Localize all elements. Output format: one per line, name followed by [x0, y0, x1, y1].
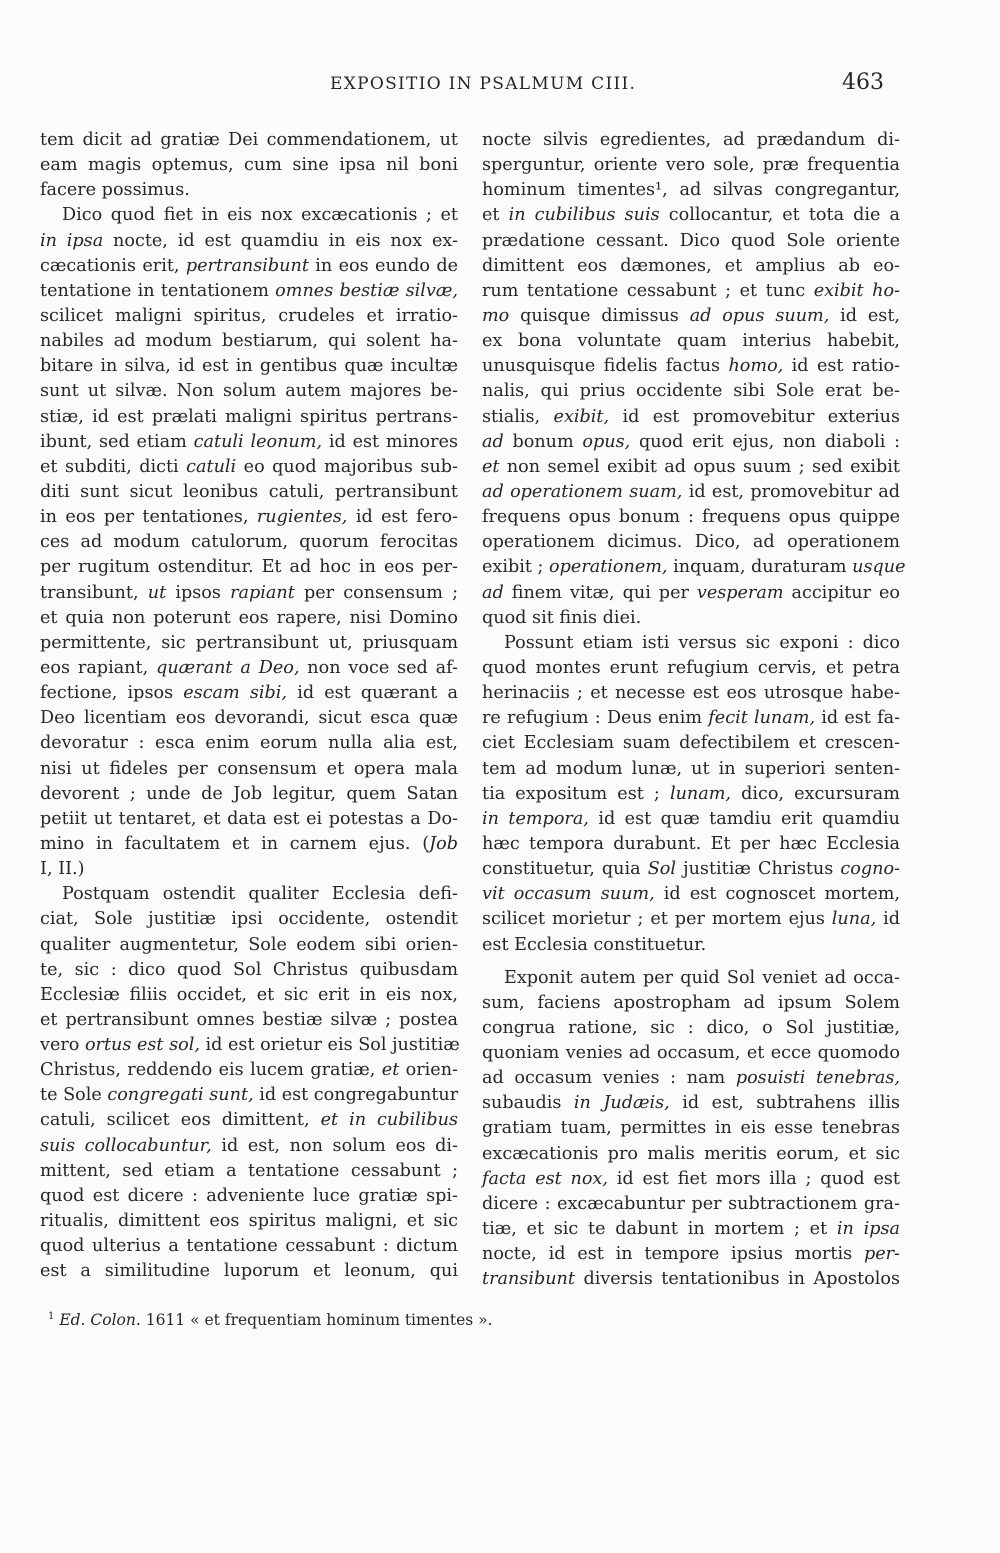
- text-line: [40, 857, 458, 882]
- text-line: [40, 782, 458, 807]
- italic-segment: fecit lunam,: [708, 708, 816, 729]
- italic-segment: congregati sunt,: [107, 1085, 254, 1106]
- text-line: [40, 405, 458, 430]
- italic-segment: ad: [482, 582, 504, 603]
- text-line: [482, 882, 900, 907]
- italic-segment: facta est nox,: [482, 1168, 608, 1189]
- text-line: [40, 530, 458, 555]
- right-text-column: [482, 128, 906, 1292]
- text-line: [482, 1091, 900, 1116]
- italic-segment: operationem,: [549, 557, 668, 578]
- text-segment: ex bona voluntate quam interius habebit,: [482, 331, 900, 352]
- text-segment: fectione, ipsos: [40, 683, 184, 704]
- text-segment: justitiæ Christus: [676, 859, 841, 880]
- text-segment: est a similitudine luporum et leonum, qui: [40, 1261, 458, 1282]
- text-line: [482, 1192, 900, 1217]
- text-line: [40, 606, 458, 631]
- text-segment: id est promovebitur exterius: [609, 406, 900, 427]
- text-line: [40, 1259, 458, 1284]
- text-segment: tiæ, et sic te dabunt in mortem ; et: [482, 1219, 837, 1240]
- text-line: [40, 379, 458, 404]
- text-segment: accipitur eo: [783, 582, 900, 603]
- text-line: [40, 178, 458, 203]
- text-segment: quoniam venies ad occasum, et ecce quomodo: [482, 1043, 900, 1064]
- text-line: [482, 991, 900, 1016]
- footnote-marker: 1: [48, 1311, 55, 1322]
- text-segment: cæcationis erit,: [40, 255, 186, 276]
- text-segment: nalis, qui prius occidente sibi Sole erat be-: [482, 381, 900, 402]
- text-segment: id est fa-: [815, 708, 901, 729]
- text-segment: diti sunt sicut leonibus catuli, pertransibunt: [40, 481, 458, 502]
- footnote-text: 1611 « et frequentiam hominum timentes ».: [140, 1311, 493, 1329]
- text-line: [40, 1058, 458, 1083]
- text-segment: est Ecclesia constituetur.: [482, 934, 707, 955]
- text-segment: tem ad modum lunæ, ut in superiori senten-: [482, 758, 900, 779]
- italic-segment: lunam,: [669, 783, 731, 804]
- text-segment: stiæ, id est prælati maligni spiritus pertrans-: [40, 406, 458, 427]
- text-line: [40, 153, 458, 178]
- text-segment: id: [876, 909, 901, 930]
- footnote-source: Ed. Colon.: [59, 1311, 141, 1329]
- text-segment: id est, subtrahens illis: [669, 1093, 900, 1114]
- text-segment: hominum timentes¹, ad silvas congregantur,: [482, 180, 900, 201]
- text-segment: nabiles ad modum bestiarum, qui solent ha-: [40, 331, 458, 352]
- text-segment: Exponit autem per quid Sol veniet ad occa-: [504, 967, 900, 988]
- text-segment: nisi ut fideles per consensum et opera mala: [40, 758, 458, 779]
- text-segment: congrua ratione, sic : dico, o Sol justitiæ,: [482, 1017, 900, 1038]
- text-segment: dimittent eos dæmones, et amplius ab eo-: [482, 255, 900, 276]
- text-line: [40, 304, 458, 329]
- text-segment: quod erit ejus, non diaboli :: [630, 431, 900, 452]
- text-segment: Ecclesiæ filiis occidet, et sic erit in eis nox,: [40, 984, 458, 1005]
- text-line: [40, 807, 458, 832]
- text-segment: non voce sed af-: [299, 657, 458, 678]
- text-segment: constituetur, quia: [482, 859, 648, 880]
- running-title: EXPOSITIO IN PSALMUM CIII.: [330, 74, 637, 94]
- footnote: [48, 1311, 493, 1329]
- text-segment: ipsos: [166, 582, 231, 603]
- text-line: [482, 757, 900, 782]
- text-line: [40, 505, 458, 530]
- text-line: [40, 882, 458, 907]
- italic-segment: rugientes,: [256, 507, 348, 528]
- italic-segment: in ipsa: [40, 230, 104, 251]
- text-segment: vero: [40, 1035, 85, 1056]
- italic-segment: suis collocabuntur,: [40, 1135, 212, 1156]
- text-line: [482, 907, 900, 932]
- text-segment: id est ratio-: [783, 356, 901, 377]
- text-line: [40, 203, 458, 228]
- text-line: [482, 203, 900, 228]
- italic-segment: opus,: [582, 431, 631, 452]
- text-line: [40, 1184, 458, 1209]
- text-segment: nocte, id est in tempore ipsius mortis: [482, 1244, 864, 1265]
- text-segment: facere possimus.: [40, 180, 190, 201]
- text-segment: devorent ; unde de Job legitur, quem Satan: [40, 783, 458, 804]
- text-segment: re refugium : Deus enim: [482, 708, 709, 729]
- text-segment: permittente, sic pertransibunt ut, priusquam: [40, 632, 458, 653]
- text-line: [482, 178, 900, 203]
- text-segment: id est minores: [322, 431, 458, 452]
- text-segment: ciat, Sole justitiæ ipsi occidente, ostendit: [40, 909, 458, 930]
- text-segment: mino in facultatem et in carnem ejus. (: [40, 833, 430, 854]
- text-segment: diversis tentationibus in Apostolos: [574, 1269, 900, 1290]
- text-segment: id est congregabuntur: [253, 1085, 459, 1106]
- text-line: [482, 354, 900, 379]
- text-segment: quod montes erunt refugium cervis, et petra: [482, 657, 900, 678]
- text-segment: sunt ut silvæ. Non solum autem majores be-: [40, 381, 458, 402]
- text-segment: sperguntur, oriente vero sole, præ frequentia: [482, 155, 900, 176]
- text-segment: eos rapiant,: [40, 657, 157, 678]
- italic-segment: Sol: [647, 859, 677, 880]
- text-segment: eam magis optemus, cum sine ipsa nil boni: [40, 155, 458, 176]
- text-segment: non semel exibit ad opus suum ; sed exibit: [499, 456, 900, 477]
- italic-segment: et in cubilibus: [320, 1110, 458, 1131]
- italic-segment: catuli: [186, 456, 237, 477]
- text-line: [40, 1209, 458, 1234]
- text-line: [482, 1016, 900, 1041]
- text-line: [482, 1116, 900, 1141]
- page-number: 463: [842, 70, 884, 95]
- text-line: [482, 254, 900, 279]
- text-line: [40, 757, 458, 782]
- text-line: [482, 329, 900, 354]
- text-segment: per consensum ;: [294, 582, 458, 603]
- text-segment: inquam, duraturam: [667, 557, 853, 578]
- text-segment: ciet Ecclesiam suam defectibilem et crescen-: [482, 733, 900, 754]
- text-line: [482, 681, 900, 706]
- text-line: [40, 1159, 458, 1184]
- italic-segment: ad operationem suam,: [482, 481, 683, 502]
- text-line: [482, 933, 900, 958]
- text-line: [40, 430, 458, 455]
- text-line: [40, 907, 458, 932]
- italic-segment: vesperam: [696, 582, 784, 603]
- text-line: [482, 1267, 900, 1292]
- text-segment: dico, excursuram: [731, 783, 900, 804]
- text-line: [40, 455, 458, 480]
- text-segment: Postquam ostendit qualiter Ecclesia defi-: [62, 884, 458, 905]
- text-line: [482, 279, 900, 304]
- text-segment: ibunt, sed etiam: [40, 431, 194, 452]
- italic-segment: et: [482, 456, 500, 477]
- text-segment: devoratur : esca enim eorum nulla alia est,: [40, 733, 458, 754]
- text-segment: nocte silvis egredientes, ad prædandum di-: [482, 130, 900, 150]
- text-line: [482, 379, 900, 404]
- italic-segment: ad opus suum,: [689, 305, 830, 326]
- text-segment: quisque dimissus: [509, 305, 690, 326]
- text-segment: id est fero-: [347, 507, 458, 528]
- text-line: [482, 1066, 900, 1091]
- text-line: [482, 1217, 900, 1242]
- running-header: [0, 70, 1000, 106]
- text-line: [482, 631, 900, 656]
- italic-segment: posuisti tenebras,: [735, 1068, 900, 1089]
- text-segment: herinaciis ; et necesse est eos utrosque habe-: [482, 683, 900, 704]
- text-line: [482, 505, 900, 530]
- text-segment: stialis,: [482, 406, 554, 427]
- italic-segment: in cubilibus suis: [508, 205, 660, 226]
- text-segment: rum tentatione cessabunt ; et tunc: [482, 280, 814, 301]
- text-segment: scilicet maligni spiritus, crudeles et irratio-: [40, 305, 458, 326]
- text-segment: hæc tempora durabunt. Et per hæc Ecclesia: [482, 833, 900, 854]
- text-segment: qualiter augmentetur, Sole eodem sibi orien-: [40, 934, 458, 955]
- text-segment: petiit ut tentaret, et data est ei potestas a Do-: [40, 808, 458, 829]
- text-line: [482, 1242, 900, 1267]
- italic-segment: luna,: [831, 909, 877, 930]
- text-segment: sum, faciens apostropham ad ipsum Solem: [482, 992, 900, 1013]
- text-segment: id est orietur eis Sol justitiæ: [199, 1035, 460, 1056]
- italic-segment: rapiant: [230, 582, 295, 603]
- text-segment: prædatione cessant. Dico quod Sole oriente: [482, 230, 900, 251]
- text-line: [482, 832, 900, 857]
- italic-segment: in tempora,: [482, 808, 589, 829]
- text-line: [40, 229, 458, 254]
- text-line: [482, 1167, 900, 1192]
- text-line: [482, 555, 906, 580]
- text-segment: catuli, scilicet eos dimittent,: [40, 1110, 321, 1131]
- italic-segment: in ipsa: [836, 1219, 900, 1240]
- text-line: [40, 1108, 458, 1133]
- text-segment: in eos eundo de: [308, 255, 459, 276]
- italic-segment: transibunt: [482, 1269, 575, 1290]
- text-line: [40, 329, 458, 354]
- text-line: [482, 857, 900, 882]
- text-line: [40, 1033, 458, 1058]
- text-line: [40, 983, 458, 1008]
- text-line: [482, 807, 900, 832]
- text-line: [40, 681, 458, 706]
- text-segment: in eos per tentationes,: [40, 507, 257, 528]
- italic-segment: escam sibi,: [183, 683, 288, 704]
- text-line: [40, 656, 458, 681]
- text-line: [40, 581, 458, 606]
- text-segment: et: [482, 205, 509, 226]
- italic-segment: per-: [863, 1244, 900, 1265]
- italic-segment: ad: [482, 431, 504, 452]
- text-segment: tentatione in tentationem: [40, 280, 276, 301]
- text-line: [40, 832, 458, 857]
- text-line: [40, 731, 458, 756]
- text-line: [40, 1134, 458, 1159]
- italic-segment: cogno-: [840, 859, 900, 880]
- text-line: [40, 254, 458, 279]
- text-line: [482, 1142, 900, 1167]
- text-segment: et subditi, dicti: [40, 456, 187, 477]
- italic-segment: quærant a Deo,: [156, 657, 300, 678]
- text-line: [40, 279, 458, 304]
- text-segment: ritualis, dimittent eos spiritus maligni, et sic: [40, 1211, 458, 1232]
- italic-segment: ortus est sol,: [84, 1035, 200, 1056]
- italic-segment: ut: [147, 582, 167, 603]
- italic-segment: omnes bestiæ silvæ,: [275, 280, 458, 301]
- italic-segment: Job: [429, 833, 458, 854]
- text-segment: id est quæ tamdiu erit quamdiu: [588, 808, 900, 829]
- text-segment: quod sit finis diei.: [482, 607, 642, 628]
- text-segment: quod ulterius a tentatione cessabunt : dictum: [40, 1236, 458, 1257]
- text-segment: te Sole: [40, 1085, 108, 1106]
- text-segment: mittent, sed etiam a tentatione cessabunt ;: [40, 1160, 458, 1181]
- italic-segment: exibit ho-: [813, 280, 900, 301]
- text-segment: orien-: [399, 1060, 458, 1081]
- text-segment: id est fiet mors illa ; quod est: [607, 1168, 900, 1189]
- text-segment: quod est dicere : adveniente luce gratiæ spi-: [40, 1185, 458, 1206]
- text-segment: Christus, reddendo eis lucem gratiæ,: [40, 1060, 382, 1081]
- italic-segment: vit occasum suum,: [482, 884, 655, 905]
- text-line: [482, 1041, 900, 1066]
- italic-segment: mo: [482, 305, 510, 326]
- text-segment: bonum: [503, 431, 583, 452]
- text-line: [482, 606, 900, 631]
- italic-segment: pertransibunt: [185, 255, 309, 276]
- text-line: [482, 229, 900, 254]
- italic-segment: homo,: [728, 356, 784, 377]
- text-line: [482, 706, 900, 731]
- text-line: [482, 304, 900, 329]
- text-line: [40, 706, 458, 731]
- text-line: [40, 1234, 458, 1259]
- italic-segment: et: [381, 1060, 400, 1081]
- text-line: [482, 128, 900, 153]
- text-segment: I, II.): [40, 859, 85, 880]
- italic-segment: in Judæis,: [573, 1093, 670, 1114]
- text-line: [482, 581, 900, 606]
- text-line: [482, 966, 900, 991]
- text-segment: scilicet morietur ; et per mortem ejus: [482, 909, 832, 930]
- text-segment: tia expositum est ;: [482, 783, 670, 804]
- text-segment: nocte, id est quamdiu in eis nox ex-: [103, 230, 458, 251]
- text-segment: id est, promovebitur ad: [682, 481, 900, 502]
- text-segment: et pertransibunt omnes bestiæ silvæ ; postea: [40, 1009, 458, 1030]
- text-segment: excæcationis pro malis meritis eorum, et sic: [482, 1143, 900, 1164]
- text-line: [482, 430, 900, 455]
- text-line: [40, 958, 458, 983]
- text-segment: id est, non solum eos di-: [211, 1135, 458, 1156]
- text-line: [40, 933, 458, 958]
- text-segment: Dico quod fiet in eis nox excæcationis ; et: [62, 205, 458, 226]
- text-line: [482, 153, 900, 178]
- text-line: [482, 405, 900, 430]
- text-segment: et quia non poterunt eos rapere, nisi Domino: [40, 607, 458, 628]
- text-segment: exibit ;: [482, 557, 550, 578]
- left-text-column: [40, 128, 458, 1284]
- text-segment: collocantur, et tota die a: [659, 205, 901, 226]
- text-line: [40, 631, 458, 656]
- italic-segment: exibit,: [553, 406, 610, 427]
- text-line: [482, 731, 900, 756]
- text-line: [482, 656, 900, 681]
- text-line: [482, 455, 900, 480]
- text-segment: eo quod majoribus sub-: [236, 456, 458, 477]
- text-segment: id est cognoscet mortem,: [654, 884, 901, 905]
- text-segment: ad occasum venies : nam: [482, 1068, 736, 1089]
- text-segment: id est quærant a: [287, 683, 458, 704]
- text-segment: subaudis: [482, 1093, 574, 1114]
- text-segment: operationem dicimus. Dico, ad operationem: [482, 532, 900, 553]
- text-segment: bitare in silva, id est in gentibus quæ incultæ: [40, 356, 458, 377]
- text-line: [40, 480, 458, 505]
- text-line: [40, 555, 458, 580]
- text-segment: ces ad modum catulorum, quorum ferocitas: [40, 532, 458, 553]
- text-segment: transibunt,: [40, 582, 148, 603]
- italic-segment: catuli leonum,: [193, 431, 323, 452]
- text-segment: unusquisque fidelis factus: [482, 356, 729, 377]
- italic-segment: usque: [852, 557, 906, 578]
- text-line: [40, 1008, 458, 1033]
- text-segment: frequens opus bonum : frequens opus quippe: [482, 507, 900, 528]
- text-segment: te, sic : dico quod Sol Christus quibusdam: [40, 959, 458, 980]
- text-line: [40, 1083, 458, 1108]
- text-segment: finem vitæ, qui per: [503, 582, 697, 603]
- text-segment: Possunt etiam isti versus sic exponi : dico: [504, 632, 900, 653]
- text-segment: tem dicit ad gratiæ Dei commendationem, ut: [40, 130, 458, 150]
- text-segment: per rugitum ostenditur. Et ad hoc in eos per-: [40, 557, 458, 578]
- text-line: [40, 354, 458, 379]
- text-segment: dicere : excæcabuntur per subtractionem gra-: [482, 1193, 900, 1214]
- text-segment: id est,: [829, 305, 900, 326]
- text-line: [482, 530, 900, 555]
- text-segment: Deo licentiam eos devorandi, sicut esca quæ: [40, 708, 458, 729]
- text-line: [482, 782, 900, 807]
- text-line: [482, 480, 900, 505]
- text-line: [40, 128, 458, 153]
- text-segment: gratiam tuam, permittes in eis esse tenebras: [482, 1118, 900, 1139]
